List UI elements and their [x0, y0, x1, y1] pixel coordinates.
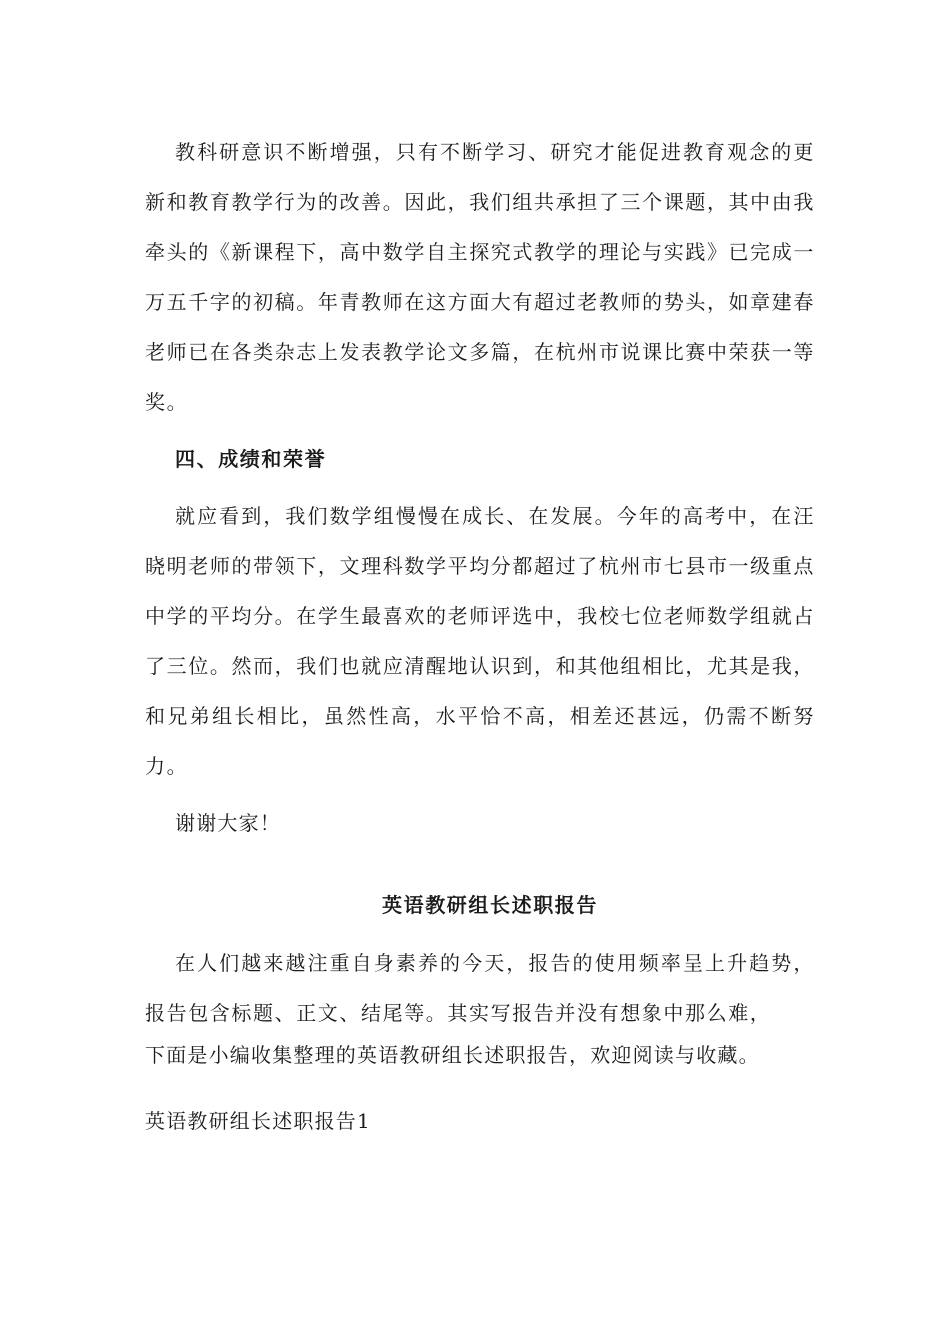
report-subtitle-1: 英语教研组长述职报告1 [145, 1109, 371, 1133]
paragraph-research-awareness: 教科研意识不断增强，只有不断学习、研究才能促进教育观念的更新和教育教学行为的改善。因此，我们组共承担了三个课题，其中由我牵头的《新课程下，高中数学自主探究式教学的理论与实践》已完成一万五千字的初稿。年青教师在这方面大有超过老教师的势头，如章建春老师已在各类杂志上发表教学论文多篇，在杭州市说课比赛中荣获一等奖。 [145, 140, 815, 414]
intro-last-line: 下面是小编收集整理的英语教研组长述职报告，欢迎阅读与收藏。 [145, 1043, 760, 1067]
report-title: 英语教研组长述职报告 [382, 893, 598, 917]
closing-thanks: 谢谢大家！ [175, 811, 281, 835]
paragraph-achievements: 就应看到，我们数学组慢慢在成长、在发展。今年的高考中，在汪晓明老师的带领下，文理科数学平均分都超过了杭州市七县市一级重点中学的平均分。在学生最喜欢的老师评选中，我校七位老师数学组就占了三位。然而，我们也就应清醒地认识到，和其他组相比，尤其是我，和兄弟组长相比，虽然性高，水平恰不高，相差还甚远，仍需不断努力。 [145, 504, 815, 778]
intro-paragraph: 在人们越来越注重自身素养的今天，报告的使用频率呈上升趋势，报告包含标题、正文、结尾等。其实写报告并没有想象中那么难， [145, 951, 815, 1025]
section-heading-achievements: 四、成绩和荣誉 [175, 447, 327, 471]
